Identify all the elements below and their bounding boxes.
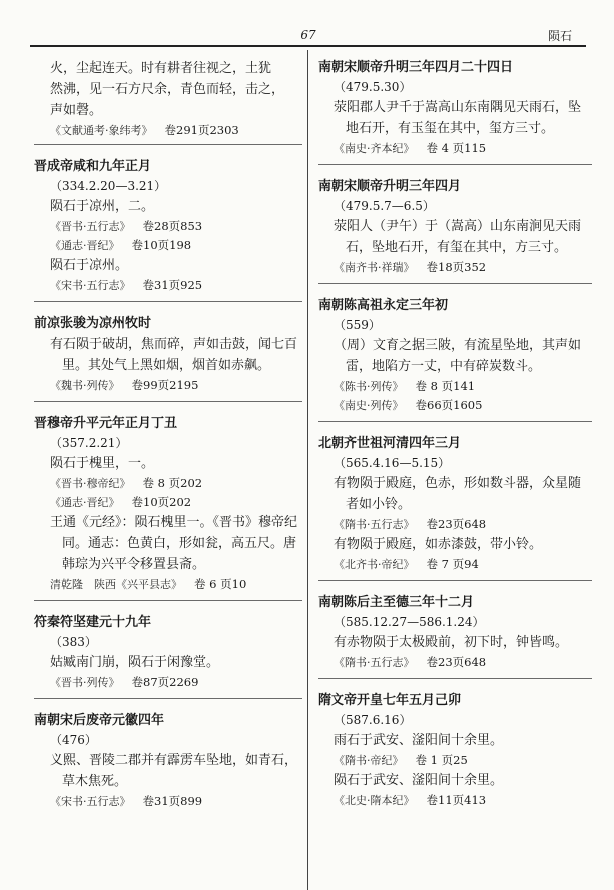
record-text: 陨石于武安、滏阳间十余里。 bbox=[334, 773, 504, 788]
record-title: 南朝陈高祖永定三年初 bbox=[318, 298, 449, 313]
record-title: 晋穆帝升平元年正月丁丑 bbox=[34, 416, 178, 431]
citation bbox=[34, 217, 302, 236]
citation-volume: 卷 8 页202 bbox=[142, 476, 203, 490]
citation-volume: 卷87页2269 bbox=[131, 675, 199, 689]
citation bbox=[34, 575, 302, 594]
citation-title: 《隋书·五行志》 bbox=[334, 518, 415, 531]
record bbox=[318, 581, 592, 679]
record bbox=[318, 165, 592, 284]
record-title: 符秦符坚建元十九年 bbox=[34, 615, 152, 630]
record bbox=[318, 58, 592, 165]
continuation-record bbox=[34, 58, 302, 145]
left-column bbox=[34, 58, 302, 817]
record-text: 荥阳郡人尹千于嵩高山东南隅见天雨石，坠地石开，有玉玺在其中，玺方三寸。 bbox=[334, 100, 582, 136]
citation-volume: 卷23页648 bbox=[426, 517, 487, 531]
citation-title: 《南齐书·祥瑞》 bbox=[334, 261, 415, 274]
record-date: （479.5.30） bbox=[334, 80, 412, 94]
record-title: 南朝宋后废帝元徽四年 bbox=[34, 713, 165, 728]
citation bbox=[34, 673, 302, 692]
citation-title: 《晋书·五行志》 bbox=[50, 220, 131, 233]
record-title: 南朝宋顺帝升明三年四月 bbox=[318, 179, 462, 194]
citation bbox=[318, 653, 592, 672]
record-date: （585.12.27—586.1.24） bbox=[334, 615, 485, 629]
record-text-line: 然沸，见一石方尺余，青色而轻，击之， bbox=[50, 82, 285, 97]
citation bbox=[318, 791, 592, 810]
record-text: 陨石于槐里，一。 bbox=[50, 456, 155, 471]
citation-title: 《北齐书·帝纪》 bbox=[334, 558, 415, 571]
citation bbox=[34, 493, 302, 512]
citation-volume: 卷291页2303 bbox=[164, 123, 239, 137]
record bbox=[318, 284, 592, 422]
record-text: 有物陨于殿庭，如赤漆鼓，带小铃。 bbox=[334, 537, 543, 552]
citation-title: 《南史·齐本纪》 bbox=[334, 142, 415, 155]
citation-volume: 卷 8 页141 bbox=[415, 379, 476, 393]
citation-title: 《南史·列传》 bbox=[334, 399, 404, 412]
citation-volume: 卷 6 页10 bbox=[194, 577, 247, 591]
citation-title: 《北史·隋本纪》 bbox=[334, 794, 415, 807]
record bbox=[34, 699, 302, 817]
citation-title: 《晋书·穆帝纪》 bbox=[50, 477, 131, 490]
record-date: （559） bbox=[334, 318, 381, 332]
record-text: 义熙、晋陵二郡并有霹雳车坠地，如青石，草木焦死。 bbox=[50, 753, 298, 789]
citation-title: 清乾隆 陕西《兴平县志》 bbox=[50, 578, 182, 591]
page-header bbox=[0, 0, 614, 50]
record-text: （周）文育之据三陂，有流星坠地，其声如雷，地陷方一丈，中有碎炭数斗。 bbox=[334, 338, 582, 374]
record bbox=[34, 601, 302, 699]
record bbox=[34, 145, 302, 302]
right-column bbox=[318, 58, 592, 816]
record-date: （334.2.20—3.21） bbox=[50, 179, 167, 193]
citation-title: 《宋书·五行志》 bbox=[50, 279, 131, 292]
citation-volume: 卷18页352 bbox=[426, 260, 487, 274]
record bbox=[318, 679, 592, 816]
citation-title: 《晋书·列传》 bbox=[50, 676, 120, 689]
citation-title: 《隋书·五行志》 bbox=[334, 656, 415, 669]
citation-volume: 卷99页2195 bbox=[131, 378, 199, 392]
record bbox=[34, 402, 302, 601]
citation-title: 《宋书·五行志》 bbox=[50, 795, 131, 808]
record-text: 陨石于凉州。 bbox=[50, 258, 129, 273]
record-date: （565.4.16—5.15） bbox=[334, 456, 451, 470]
citation bbox=[50, 121, 302, 140]
citation bbox=[34, 236, 302, 255]
citation-title: 《文献通考·象纬考》 bbox=[50, 124, 153, 137]
page-number: 67 bbox=[300, 28, 316, 42]
citation-title: 《通志·晋纪》 bbox=[50, 239, 120, 252]
record-text: 王通《元经》：陨石槐里一。《晋书》穆帝纪同。通志：色黄白，形如瓮，高五尺。唐韩琮为兴平令移置县斋。 bbox=[50, 515, 298, 572]
citation-title: 《魏书·列传》 bbox=[50, 379, 120, 392]
record-title: 南朝宋顺帝升明三年四月二十四日 bbox=[318, 60, 514, 75]
record-title: 北朝齐世祖河清四年三月 bbox=[318, 436, 462, 451]
citation-volume: 卷 1 页25 bbox=[415, 753, 468, 767]
citation bbox=[318, 555, 592, 574]
citation bbox=[34, 792, 302, 811]
record-date: （587.6.16） bbox=[334, 713, 412, 727]
citation-volume: 卷11页413 bbox=[426, 793, 487, 807]
record-title: 隋文帝开皇七年五月己卯 bbox=[318, 693, 462, 708]
record-date: （357.2.21） bbox=[50, 436, 128, 450]
record-date: （383） bbox=[50, 635, 97, 649]
citation bbox=[34, 276, 302, 295]
citation-title: 《通志·晋纪》 bbox=[50, 496, 120, 509]
citation-volume: 卷66页1605 bbox=[415, 398, 483, 412]
record-text: 有物陨于殿庭，色赤，形如数斗器，众星随者如小铃。 bbox=[334, 476, 582, 512]
citation-volume: 卷31页925 bbox=[142, 278, 203, 292]
section-title: 陨石 bbox=[548, 29, 573, 43]
record-text: 有石陨于破胡，焦而碎，声如击鼓，闻七百里。其处气上黑如烟，烟首如赤飙。 bbox=[50, 337, 298, 373]
citation-volume: 卷 7 页94 bbox=[426, 557, 479, 571]
citation bbox=[318, 258, 592, 277]
record-title: 晋成帝咸和九年正月 bbox=[34, 159, 152, 174]
record-date: （479.5.7—6.5） bbox=[334, 199, 435, 213]
citation-volume: 卷10页198 bbox=[131, 238, 192, 252]
citation-volume: 卷31页899 bbox=[142, 794, 203, 808]
record-text: 姑臧南门崩，陨石于闲豫堂。 bbox=[50, 655, 220, 670]
header-rule bbox=[30, 45, 586, 47]
citation bbox=[318, 139, 592, 158]
citation-title: 《陈书·列传》 bbox=[334, 380, 404, 393]
record-text-line: 声如磬。 bbox=[50, 103, 103, 118]
record-title: 南朝陈后主至德三年十二月 bbox=[318, 595, 475, 610]
citation bbox=[318, 515, 592, 534]
column-divider bbox=[307, 50, 308, 890]
record-text: 有赤物陨于太极殿前，初下时，钟皆鸣。 bbox=[334, 635, 569, 650]
citation-volume: 卷28页853 bbox=[142, 219, 203, 233]
record-text: 陨石于凉州，二。 bbox=[50, 199, 155, 214]
citation bbox=[34, 376, 302, 395]
record-text: 荥阳人（尹午）于（嵩高）山东南涧见天雨石，坠地石开，有玺在其中，方三寸。 bbox=[334, 219, 582, 255]
citation bbox=[34, 474, 302, 493]
record-title: 前凉张骏为凉州牧时 bbox=[34, 316, 152, 331]
record-text-line: 火，尘起连天。时有耕者往视之，土犹 bbox=[50, 61, 272, 76]
citation-title: 《隋书·帝纪》 bbox=[334, 754, 404, 767]
citation bbox=[318, 377, 592, 396]
citation-volume: 卷10页202 bbox=[131, 495, 192, 509]
citation-volume: 卷 4 页115 bbox=[426, 141, 487, 155]
citation bbox=[318, 751, 592, 770]
record-text: 雨石于武安、滏阳间十余里。 bbox=[334, 733, 504, 748]
record-date: （476） bbox=[50, 733, 97, 747]
citation-volume: 卷23页648 bbox=[426, 655, 487, 669]
citation bbox=[318, 396, 592, 415]
record bbox=[318, 422, 592, 581]
record bbox=[34, 302, 302, 402]
